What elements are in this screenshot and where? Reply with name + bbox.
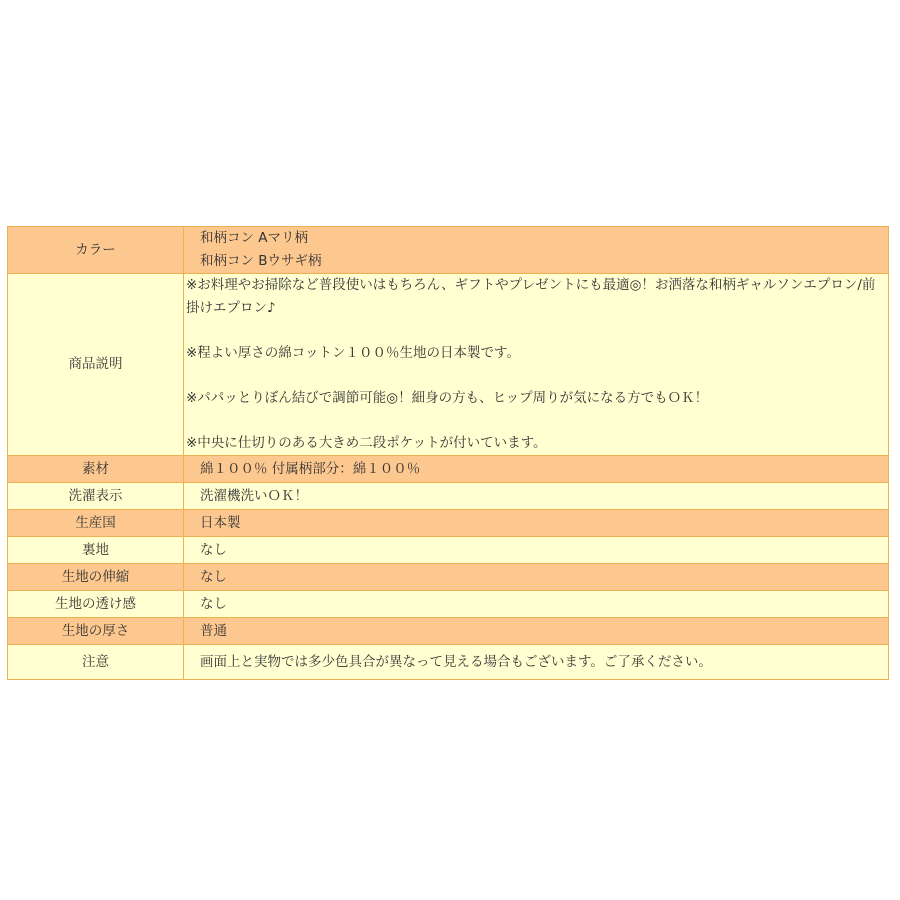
spec-value-origin: 日本製 <box>184 510 889 537</box>
spec-label-color: カラー <box>8 227 184 274</box>
spec-value-color <box>184 227 889 274</box>
color-option-a: 和柄コン Aマリ柄 <box>200 230 309 246</box>
spec-label-stretch: 生地の伸縮 <box>8 564 184 591</box>
spec-row-washing <box>8 483 889 510</box>
spec-label-note: 注意 <box>8 645 184 680</box>
product-spec-table <box>7 226 889 680</box>
spec-label-origin: 生産国 <box>8 510 184 537</box>
spec-value-sheerness: なし <box>184 591 889 618</box>
spec-row-lining <box>8 537 889 564</box>
spec-label-material: 素材 <box>8 456 184 483</box>
spec-row-thickness <box>8 618 889 645</box>
spec-row-color <box>8 227 889 274</box>
spec-row-stretch <box>8 564 889 591</box>
spec-value-note: 画面上と実物では多少色具合が異なって見える場合もございます。ご了承ください。 <box>184 645 889 680</box>
spec-value-washing: 洗濯機洗いＯＫ！ <box>184 483 889 510</box>
spec-value-thickness: 普通 <box>184 618 889 645</box>
spec-row-description <box>8 274 889 456</box>
spec-value-material: 綿１００％ 付属柄部分：綿１００％ <box>184 456 889 483</box>
spec-row-note <box>8 645 889 680</box>
spec-label-washing: 洗濯表示 <box>8 483 184 510</box>
color-option-b: 和柄コン Bウサギ柄 <box>200 253 322 269</box>
spec-row-material <box>8 456 889 483</box>
spec-label-thickness: 生地の厚さ <box>8 618 184 645</box>
spec-label-description: 商品説明 <box>8 274 184 456</box>
spec-label-lining: 裏地 <box>8 537 184 564</box>
description-paragraph-1: ※お料理やお掃除など普段使いはもちろん、ギフトやプレゼントにも最適◎！お洒落な和柄ギャルソンエプロン/前掛けエプロン♪ <box>186 277 876 316</box>
spec-value-description <box>184 274 889 456</box>
spec-row-sheerness <box>8 591 889 618</box>
spec-label-sheerness: 生地の透け感 <box>8 591 184 618</box>
description-paragraph-4: ※中央に仕切りのある大きめ二段ポケットが付いています。 <box>186 435 547 451</box>
spec-value-stretch: なし <box>184 564 889 591</box>
spec-value-lining: なし <box>184 537 889 564</box>
description-paragraph-2: ※程よい厚さの綿コットン１００％生地の日本製です。 <box>186 345 520 361</box>
spec-row-origin <box>8 510 889 537</box>
description-paragraph-3: ※パパッとりぼん結びで調節可能◎！細身の方も、ヒップ周りが気になる方でもＯＫ！ <box>186 390 709 406</box>
